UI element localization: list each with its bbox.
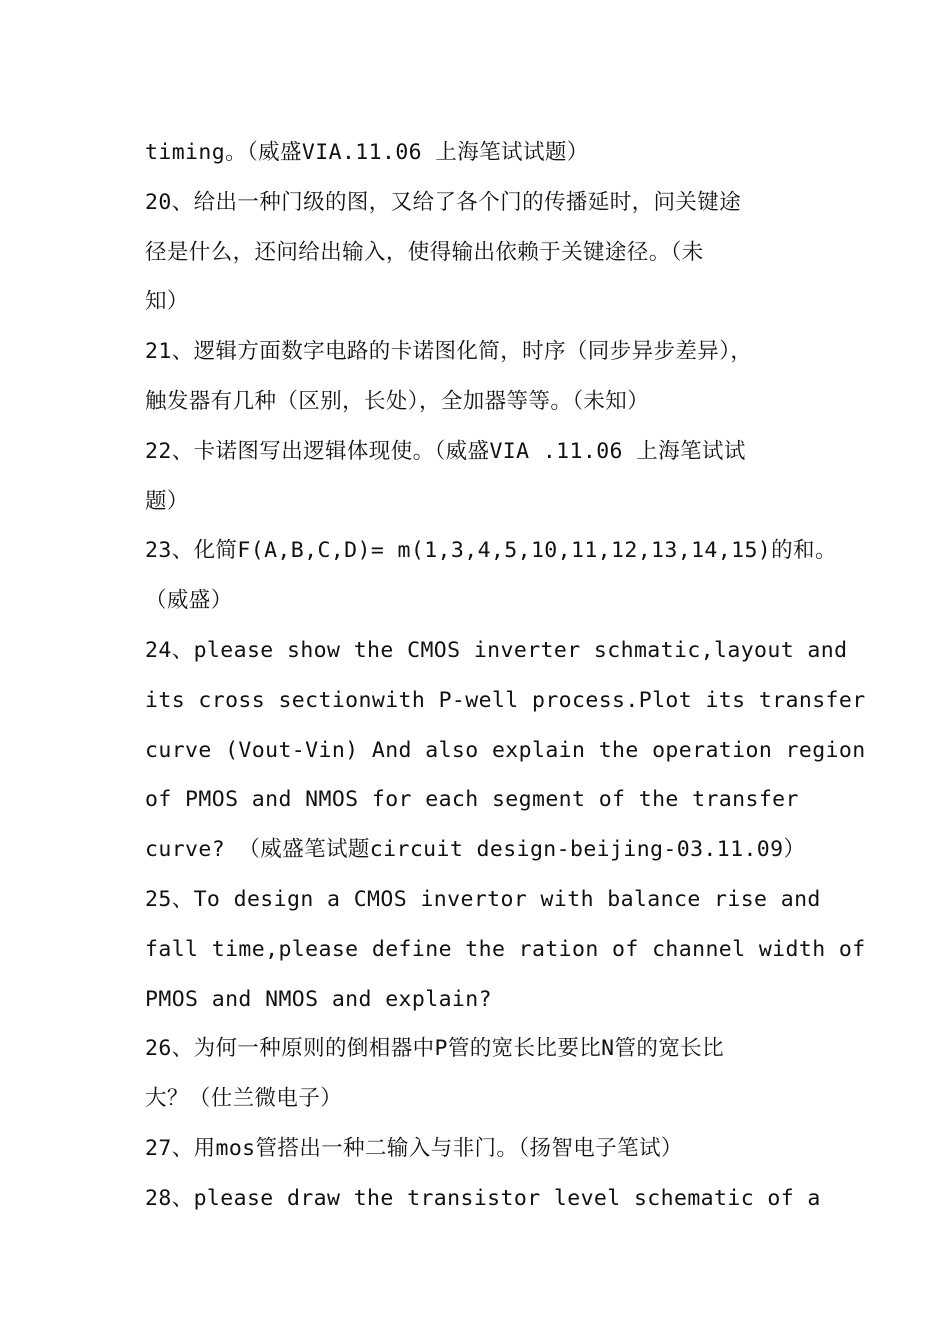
text-line: curve? （威盛笔试题circuit design-beijing-03.11.09） (145, 837, 806, 863)
document-text (145, 128, 866, 1224)
text-line: 径是什么，还问给出输入，使得输出依赖于关键途径。（未 (145, 239, 704, 265)
text-line: 23、化简F(A,B,C,D)= m(1,3,4,5,10,11,12,13,14,15)的和。 (145, 538, 837, 564)
text-line: 22、卡诺图写出逻辑体现使。（威盛VIA .11.06 上海笔试试 (145, 438, 746, 464)
text-line: 27、用mos管搭出一种二输入与非门。（扬智电子笔试） (145, 1135, 683, 1161)
text-line: 知） (145, 289, 189, 315)
text-line: of PMOS and NMOS for each segment of the transfer (145, 787, 799, 813)
text-line: 大？（仕兰微电子） (145, 1086, 343, 1112)
text-line: curve (Vout-Vin) And also explain the operation region (145, 737, 866, 763)
text-line: （威盛） (145, 588, 233, 614)
text-line: 24、please show the CMOS inverter schmatic,layout and (145, 637, 848, 663)
text-line: 题） (145, 488, 189, 514)
text-line: 25、To design a CMOS invertor with balance rise and (145, 886, 821, 912)
text-line: PMOS and NMOS and explain? (145, 986, 492, 1012)
text-line: 26、为何一种原则的倒相器中P管的宽长比要比N管的宽长比 (145, 1036, 724, 1062)
text-line: 21、逻辑方面数字电路的卡诺图化简，时序（同步异步差异）， (145, 339, 753, 365)
text-line: timing。（威盛VIA.11.06 上海笔试试题） (145, 140, 589, 165)
text-line: 28、please draw the transistor level schematic of a (145, 1185, 821, 1211)
text-line: 触发器有几种（区别，长处），全加器等等。（未知） (145, 388, 650, 414)
text-line: its cross sectionwith P-well process.Plot its transfer (145, 687, 866, 713)
text-line: 20、给出一种门级的图，又给了各个门的传播延时，问关键途 (145, 189, 742, 215)
text-line: fall time,please define the ration of channel width of (145, 936, 866, 962)
